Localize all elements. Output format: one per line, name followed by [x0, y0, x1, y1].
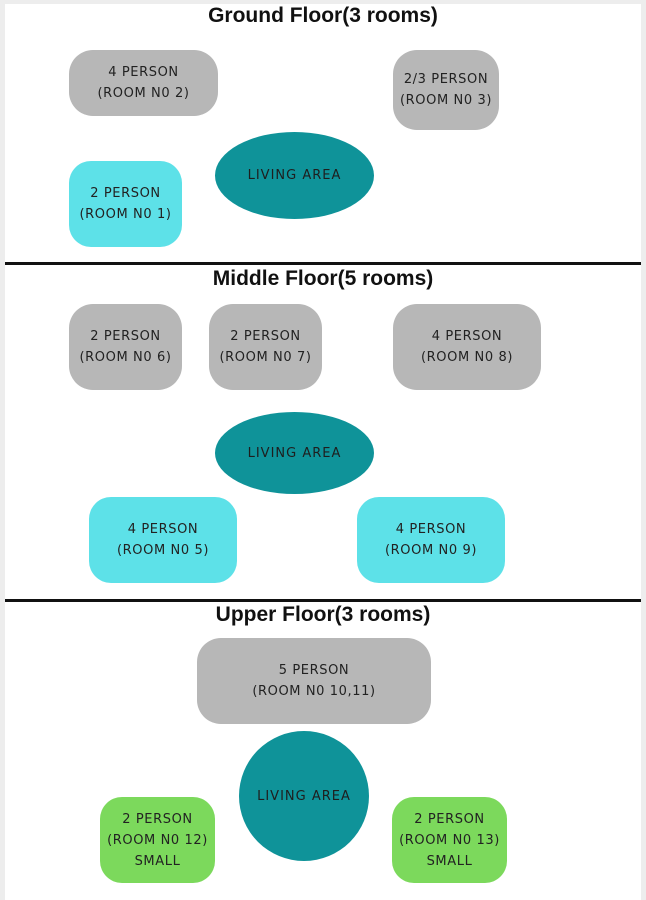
room-label: (ROOM N0 8) — [421, 350, 513, 365]
room-13 — [392, 797, 507, 883]
room-6 — [69, 304, 182, 390]
room-label: (ROOM N0 3) — [400, 93, 492, 108]
living-area-label: LIVING AREA — [247, 445, 342, 461]
room-capacity: 2 PERSON — [230, 329, 301, 344]
room-label: (ROOM N0 10,11) — [252, 684, 376, 699]
room-capacity: 5 PERSON — [278, 663, 350, 678]
living-area-label: LIVING AREA — [247, 168, 342, 183]
room-size-note: SMALL — [426, 853, 473, 869]
room-capacity: 4 PERSON — [395, 522, 467, 537]
living-area-label: LIVING AREA — [257, 788, 351, 804]
room-capacity: 4 PERSON — [127, 522, 199, 537]
room-8 — [393, 304, 541, 390]
room-label: (ROOM N0 12) — [107, 832, 208, 848]
middle-floor-title: Middle Floor(5 rooms) — [212, 267, 434, 290]
room-label: (ROOM N0 7) — [219, 350, 312, 365]
room-3 — [393, 50, 499, 130]
room-label: (ROOM N0 13) — [399, 832, 500, 848]
floor-plan-page — [5, 4, 641, 900]
room-capacity: 4 PERSON — [108, 65, 179, 80]
ground-living-area — [215, 132, 374, 219]
room-label: (ROOM N0 9) — [385, 543, 477, 558]
room-capacity: 2 PERSON — [90, 329, 161, 344]
room-label: (ROOM N0 1) — [79, 207, 172, 222]
room-size-note: SMALL — [134, 853, 181, 869]
room-7 — [209, 304, 322, 390]
middle-living-area — [215, 412, 374, 494]
room-label: (ROOM N0 2) — [97, 86, 190, 101]
room-10-11 — [197, 638, 431, 724]
room-label: (ROOM N0 6) — [79, 350, 172, 365]
room-label: (ROOM N0 5) — [117, 543, 209, 558]
floor-divider — [5, 262, 641, 265]
room-capacity: 2 PERSON — [122, 811, 193, 827]
room-9 — [357, 497, 505, 583]
room-capacity: 2 PERSON — [90, 186, 161, 201]
upper-floor-title: Upper Floor(3 rooms) — [215, 603, 431, 626]
room-1 — [69, 161, 182, 247]
upper-living-area — [239, 731, 369, 861]
room-capacity: 2/3 PERSON — [403, 72, 489, 87]
room-capacity: 2 PERSON — [414, 811, 485, 827]
floor-divider — [5, 599, 641, 602]
room-2 — [69, 50, 218, 116]
room-capacity: 4 PERSON — [431, 329, 503, 344]
room-12 — [100, 797, 215, 883]
ground-floor-title: Ground Floor(3 rooms) — [208, 4, 438, 27]
room-5 — [89, 497, 237, 583]
